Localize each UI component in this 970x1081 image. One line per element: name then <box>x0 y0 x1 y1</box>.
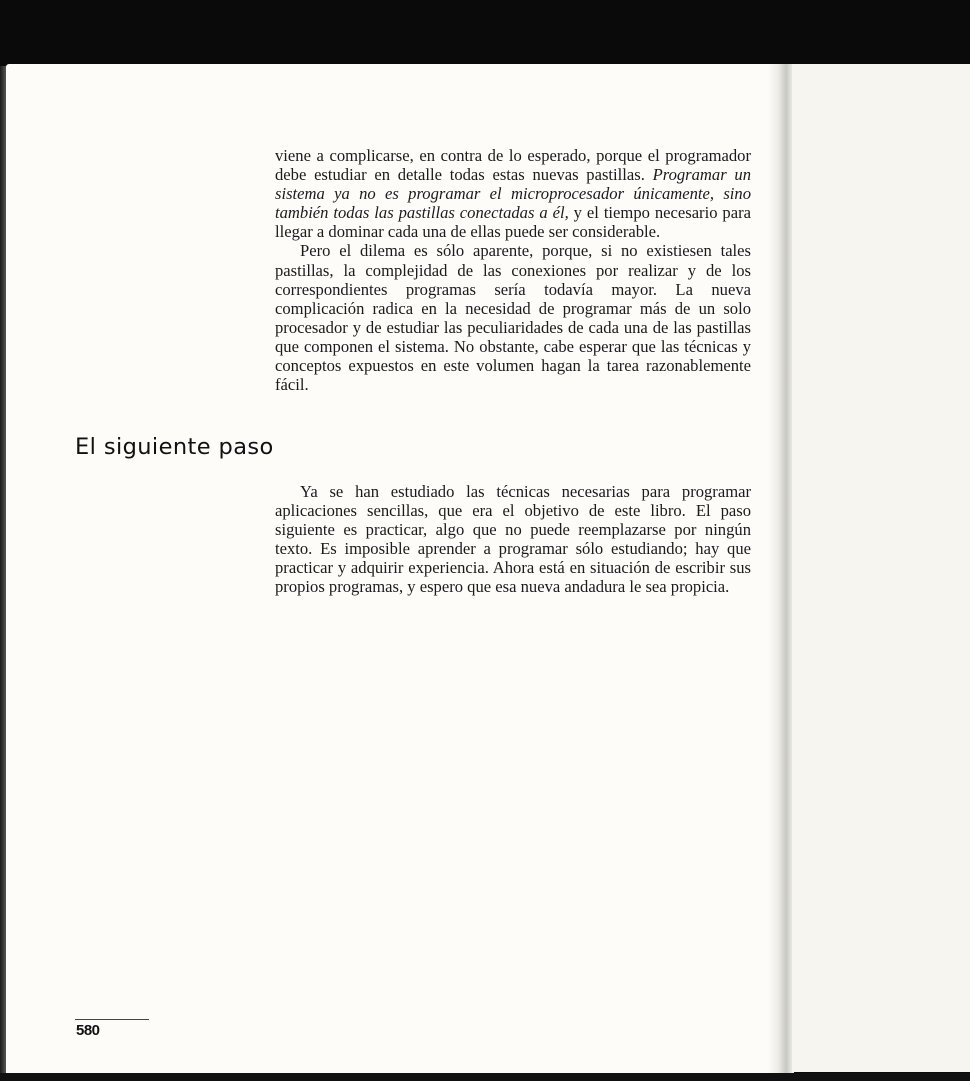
page-number: 580 <box>76 1022 100 1039</box>
paragraph-2: Pero el dilema es sólo aparente, porque, si no existiesen tales pastillas, la complejidad de las conexiones por realizar y de los correspondientes programas sería todavía mayor. La nueva complicación radica en la necesidad de programar más de un solo procesador y de estudiar las peculiaridades de cada una de las pastillas que componen el sistema. No obstante, cabe esperar que las técnicas y conceptos expuestos en este volumen hagan la tarea razonablemente fácil. <box>275 241 751 395</box>
paragraph-3: Ya se han estudiado las técnicas necesarias para programar aplicaciones sencillas, que era el objetivo de este libro. El paso siguiente es practicar, algo que no puede reemplazarse por ningún texto. Es imposible aprender a programar sólo estudiando; hay que practicar y adquirir experiencia. Ahora está en situación de escribir sus propios programas, y espero que esa nueva andadura le sea propicia. <box>275 482 751 597</box>
scan-bottom-edge <box>0 1073 970 1081</box>
paragraph-1 <box>275 146 751 241</box>
section-heading: El siguiente paso <box>75 434 274 460</box>
text-block-section <box>275 482 751 597</box>
book-gutter <box>768 64 794 1074</box>
paragraph-1-text-end: y el tiempo necesario para llegar a dominar cada una de ellas puede ser considerable. <box>275 203 751 242</box>
paragraph-1-italic: Programar un sistema ya no es programar el microprocesador únicamente, sino también todas las pastillas conectadas a él, <box>275 165 751 223</box>
paragraph-1-text: viene a complicarse, en contra de lo esperado, porque el programador debe estudiar en detalle todas estas nuevas pastillas. <box>275 146 751 185</box>
facing-page <box>792 64 970 1072</box>
folio-rule <box>75 1019 149 1020</box>
text-block-top <box>275 146 751 394</box>
